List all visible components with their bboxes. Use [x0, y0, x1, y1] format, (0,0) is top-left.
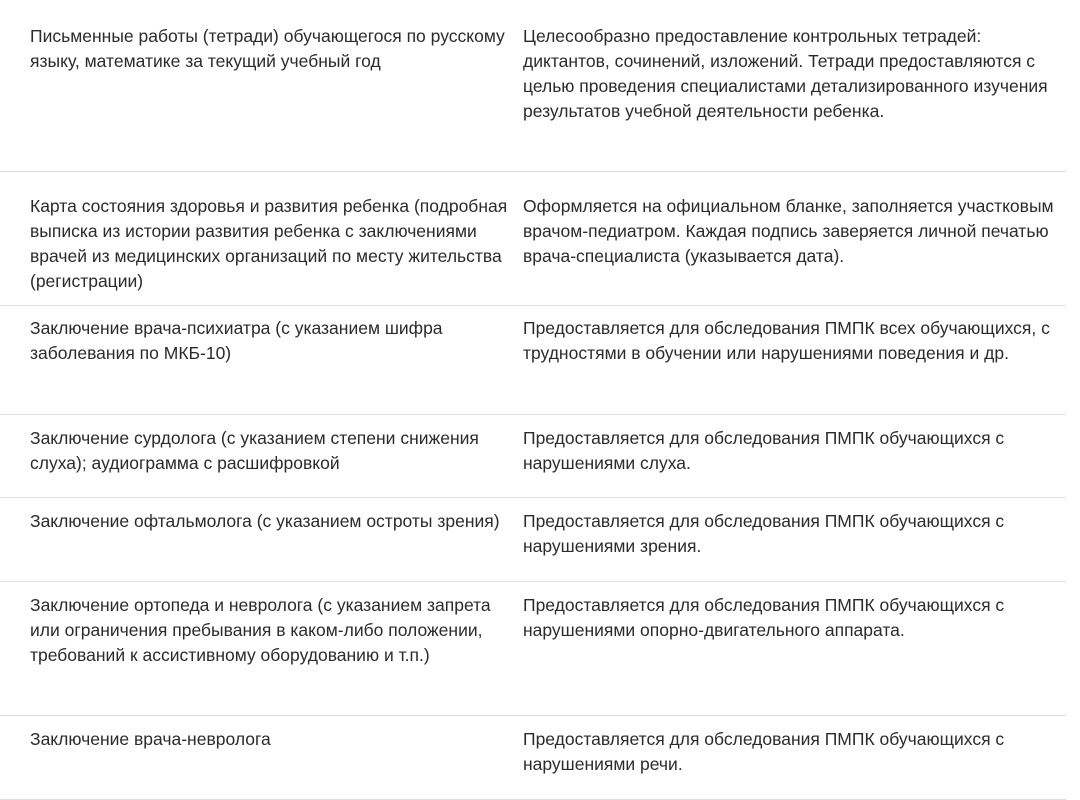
document-cell: Заключение врача-невролога — [30, 729, 271, 749]
table-row — [0, 415, 1066, 498]
note-cell: Предоставляется для обследования ПМПК обучающихся с нарушениями слуха. — [523, 428, 1005, 473]
document-cell: Заключение сурдолога (с указанием степени снижения слуха); аудиограмма с расшифровкой — [30, 428, 479, 473]
document-cell: Заключение ортопеда и невролога (с указанием запрета или ограничения пребывания в каком-либо положении, требований к ассистивному оборудованию и т.п.) — [30, 595, 491, 665]
table-row — [0, 498, 1066, 582]
document-cell: Заключение врача-психиатра (с указанием шифра заболевания по МКБ-10) — [30, 318, 443, 363]
note-cell: Предоставляется для обследования ПМПК обучающихся с нарушениями зрения. — [523, 511, 1005, 556]
table-row — [0, 172, 1066, 306]
note-cell: Предоставляется для обследования ПМПК всех обучающихся, с трудностями в обучении или нарушениями поведения и др. — [523, 318, 1050, 363]
table-row — [0, 582, 1066, 716]
note-cell: Целесообразно предоставление контрольных тетрадей: диктантов, сочинений, изложений. Тетради предоставляются с целью проведения специалистами детализированного изучения результатов учебной деятельности ребенка. — [523, 26, 1048, 121]
note-cell: Оформляется на официальном бланке, заполняется участковым врачом-педиатром. Каждая подпись заверяется личной печатью врача-специалиста (указывается дата). — [523, 196, 1054, 266]
document-cell: Заключение офтальмолога (с указанием остроты зрения) — [30, 511, 500, 531]
table-row — [0, 716, 1066, 800]
note-cell: Предоставляется для обследования ПМПК обучающихся с нарушениями речи. — [523, 729, 1005, 774]
table-row — [0, 0, 1066, 172]
table-row — [0, 306, 1066, 415]
note-cell: Предоставляется для обследования ПМПК обучающихся с нарушениями опорно-двигательного аппарата. — [523, 595, 1005, 640]
document-cell: Карта состояния здоровья и развития ребенка (подробная выписка из истории развития ребенка с заключениями врачей из медицинских организаций по месту жительства (регистрации) — [30, 196, 508, 291]
document-cell: Письменные работы (тетради) обучающегося по русскому языку, математике за текущий учебный год — [30, 26, 505, 71]
